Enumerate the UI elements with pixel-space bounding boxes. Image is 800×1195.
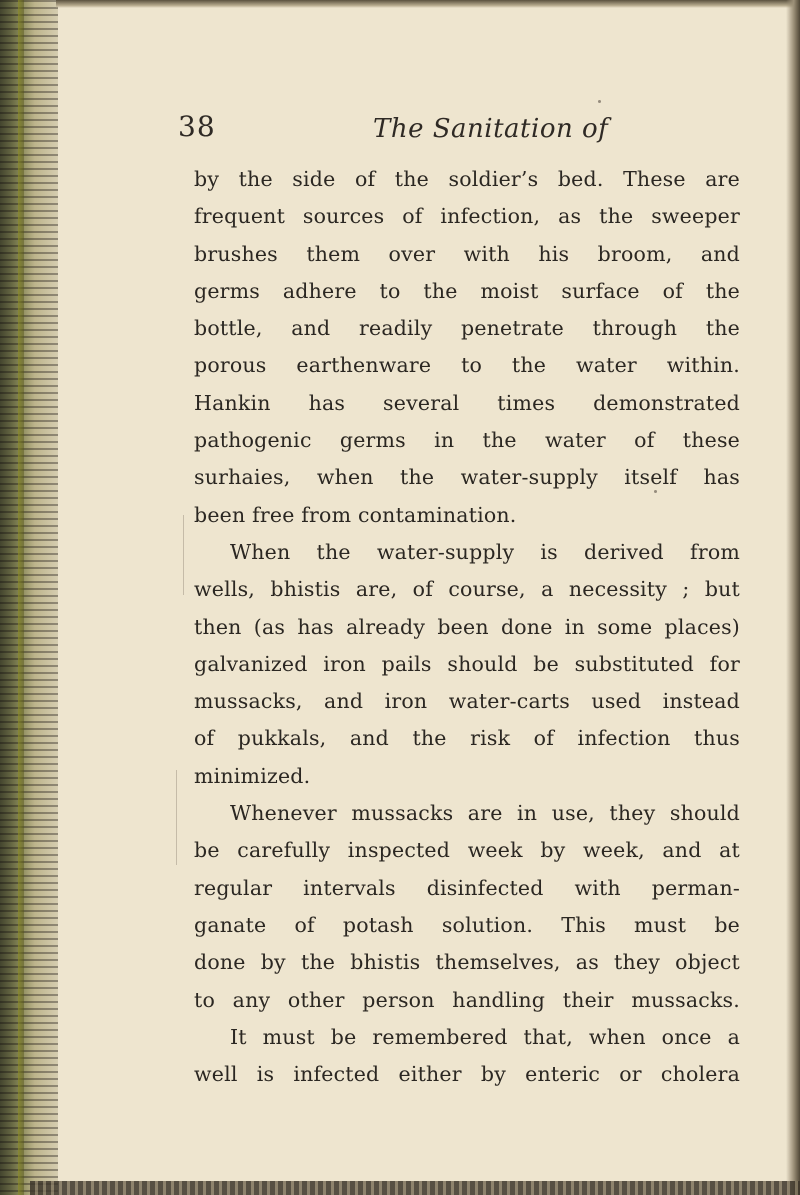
text-line: regular intervals disinfected with perman- [194,875,740,900]
page-number: 38 [178,110,216,143]
text-line: done by the bhistis themselves, as they object [194,950,740,975]
text-line: wells, bhistis are, of course, a necessity ; but [194,577,740,602]
page-top-edge [56,0,800,8]
text-line: Hankin has several times demonstrated [194,390,740,415]
text-line: ganate of potash solution. This must be [194,912,740,937]
text-line: bottle, and readily penetrate through the [194,316,740,341]
page-crease [183,515,184,595]
text-line: Whenever mussacks are in use, they should [230,801,740,826]
text-line: brushes them over with his broom, and [194,241,740,266]
text-line: by the side of the soldier’s bed. These are [194,167,740,191]
body-text [194,161,740,1093]
text-line: pathogenic germs in the water of these [194,428,740,453]
text-line: germs adhere to the moist surface of the [194,278,740,303]
running-head [178,110,778,160]
text-line: frequent sources of infection, as the sweeper [194,204,740,229]
binding-stripe [18,0,24,1195]
text-line: galvanized iron pails should be substituted for [194,651,740,676]
text-line: of pukkals, and the risk of infection thus [194,726,740,751]
running-title: The Sanitation of [373,114,609,144]
page-bottom-edge [30,1181,800,1195]
text-line: well is infected either by enteric or cholera [194,1062,740,1087]
book-binding [0,0,58,1195]
text-line: to any other person handling their mussacks. [194,987,740,1012]
text-line: It must be remembered that, when once a [230,1024,740,1049]
text-line: mussacks, and iron water-carts used instead [194,689,740,714]
paper-speck [598,100,601,103]
text-line: then (as has already been done in some places) [194,614,740,639]
page-crease [176,770,177,865]
text-line: porous earthenware to the water within. [194,353,740,378]
text-line: be carefully inspected week by week, and at [194,838,740,863]
text-line: When the water-supply is derived from [230,539,740,564]
page-right-edge [786,0,800,1195]
text-line: surhaies, when the water-supply itself has [194,465,740,490]
text-line: been free from contamination. [194,502,517,527]
text-line: minimized. [194,763,311,788]
